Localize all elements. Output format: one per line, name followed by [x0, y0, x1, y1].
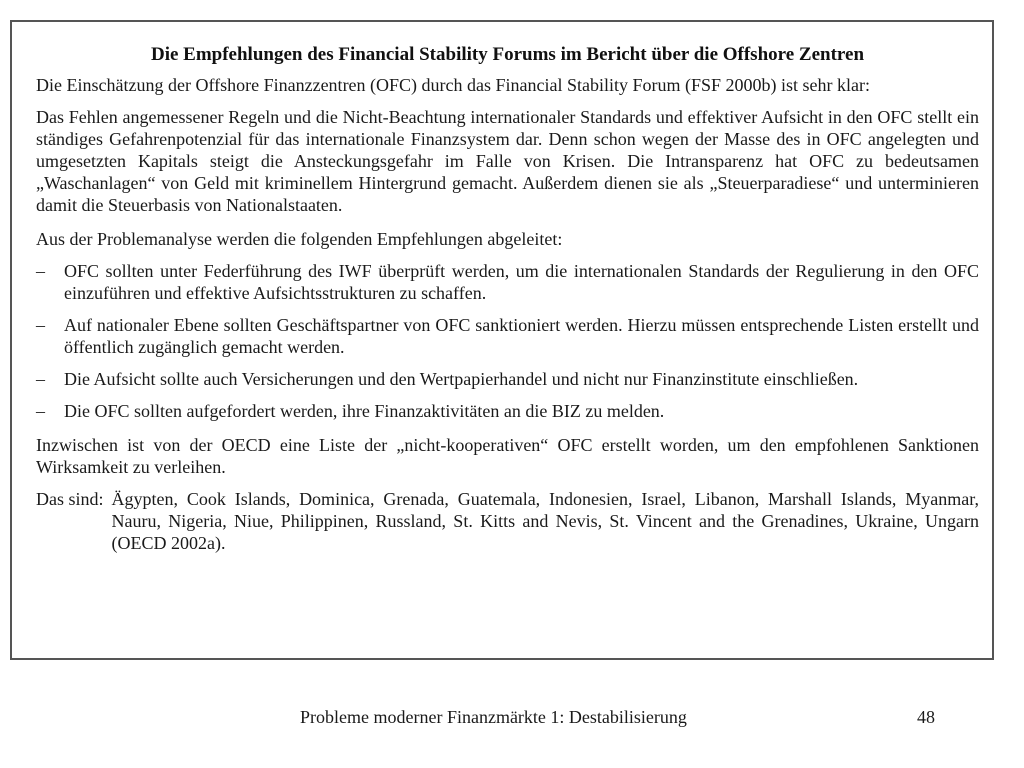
dash-bullet: – [36, 401, 45, 421]
countries-list: Ägypten, Cook Islands, Dominica, Grenada, Guatemala, Indonesien, Israel, Libanon, Marshall Islands, Myanmar, Nauru, Nigeria, Niue, Philippinen, Russland, St. Kitts and Nevis, St. Vincent and the Grenadines, Ukraine, Ungarn (OECD 2002a). [111, 489, 979, 553]
recommendations-intro: Aus der Problemanalyse werden die folgenden Empfehlungen abgeleitet: [36, 229, 563, 249]
oecd-note-paragraph: Inzwischen ist von der OECD eine Liste der „nicht-kooperativen“ OFC erstellt worden, um den empfohlenen Sanktionen Wirksamkeit zu verleihen. [36, 435, 979, 477]
page-number: 48 [917, 707, 935, 727]
intro-paragraph: Die Einschätzung der Offshore Finanzzentren (OFC) durch das Financial Stability Forum (FSF 2000b) ist sehr klar: [36, 75, 871, 95]
recommendation-item [36, 260, 979, 304]
recommendation-item [36, 314, 979, 358]
recommendation-text: Die Aufsicht sollte auch Versicherungen und den Wertpapierhandel und nicht nur Finanzinstitute einschließen. [64, 369, 859, 389]
footer-title: Probleme moderner Finanzmärkte 1: Destabilisierung [300, 707, 687, 727]
countries-block [36, 488, 979, 554]
recommendation-text: Auf nationaler Ebene sollten Geschäftspartner von OFC sanktioniert werden. Hierzu müssen entsprechende Listen erstellt und öffentlich zugänglich gemacht werden. [64, 315, 979, 357]
recommendation-item [36, 368, 979, 390]
assessment-paragraph: Das Fehlen angemessener Regeln und die Nicht-Beachtung internationaler Standards und effektiver Aufsicht in den OFC stellt ein ständiges Gefahrenpotenzial für das internationale Finanzsystem dar. Denn schon wegen der Masse des in OFC angelegten und umgesetzten Kapitals steigt die Ansteckungsgefahr im Falle von Krisen. Die Intransparenz hat OFC zu bedeutsamen „Waschanlagen“ von Geld mit kriminellem Hintergrund gemacht. Außerdem dienen sie als „Steuerparadiese“ und unterminieren damit die Steuerbasis von Nationalstaaten. [36, 107, 979, 215]
countries-label: Das sind: [36, 489, 104, 509]
dash-bullet: – [36, 261, 45, 281]
recommendation-item [36, 400, 979, 422]
info-box [10, 20, 994, 660]
recommendation-text: Die OFC sollten aufgefordert werden, ihre Finanzaktivitäten an die BIZ zu melden. [64, 401, 665, 421]
info-box-content [36, 44, 979, 554]
recommendation-text: OFC sollten unter Federführung des IWF überprüft werden, um die internationalen Standards der Regulierung in den OFC einzuführen und effektive Aufsichtsstrukturen zu schaffen. [64, 261, 979, 303]
dash-bullet: – [36, 315, 45, 335]
recommendations-list [36, 260, 979, 422]
dash-bullet: – [36, 369, 45, 389]
box-heading: Die Empfehlungen des Financial Stability Forums im Bericht über die Offshore Zentren [150, 44, 865, 65]
